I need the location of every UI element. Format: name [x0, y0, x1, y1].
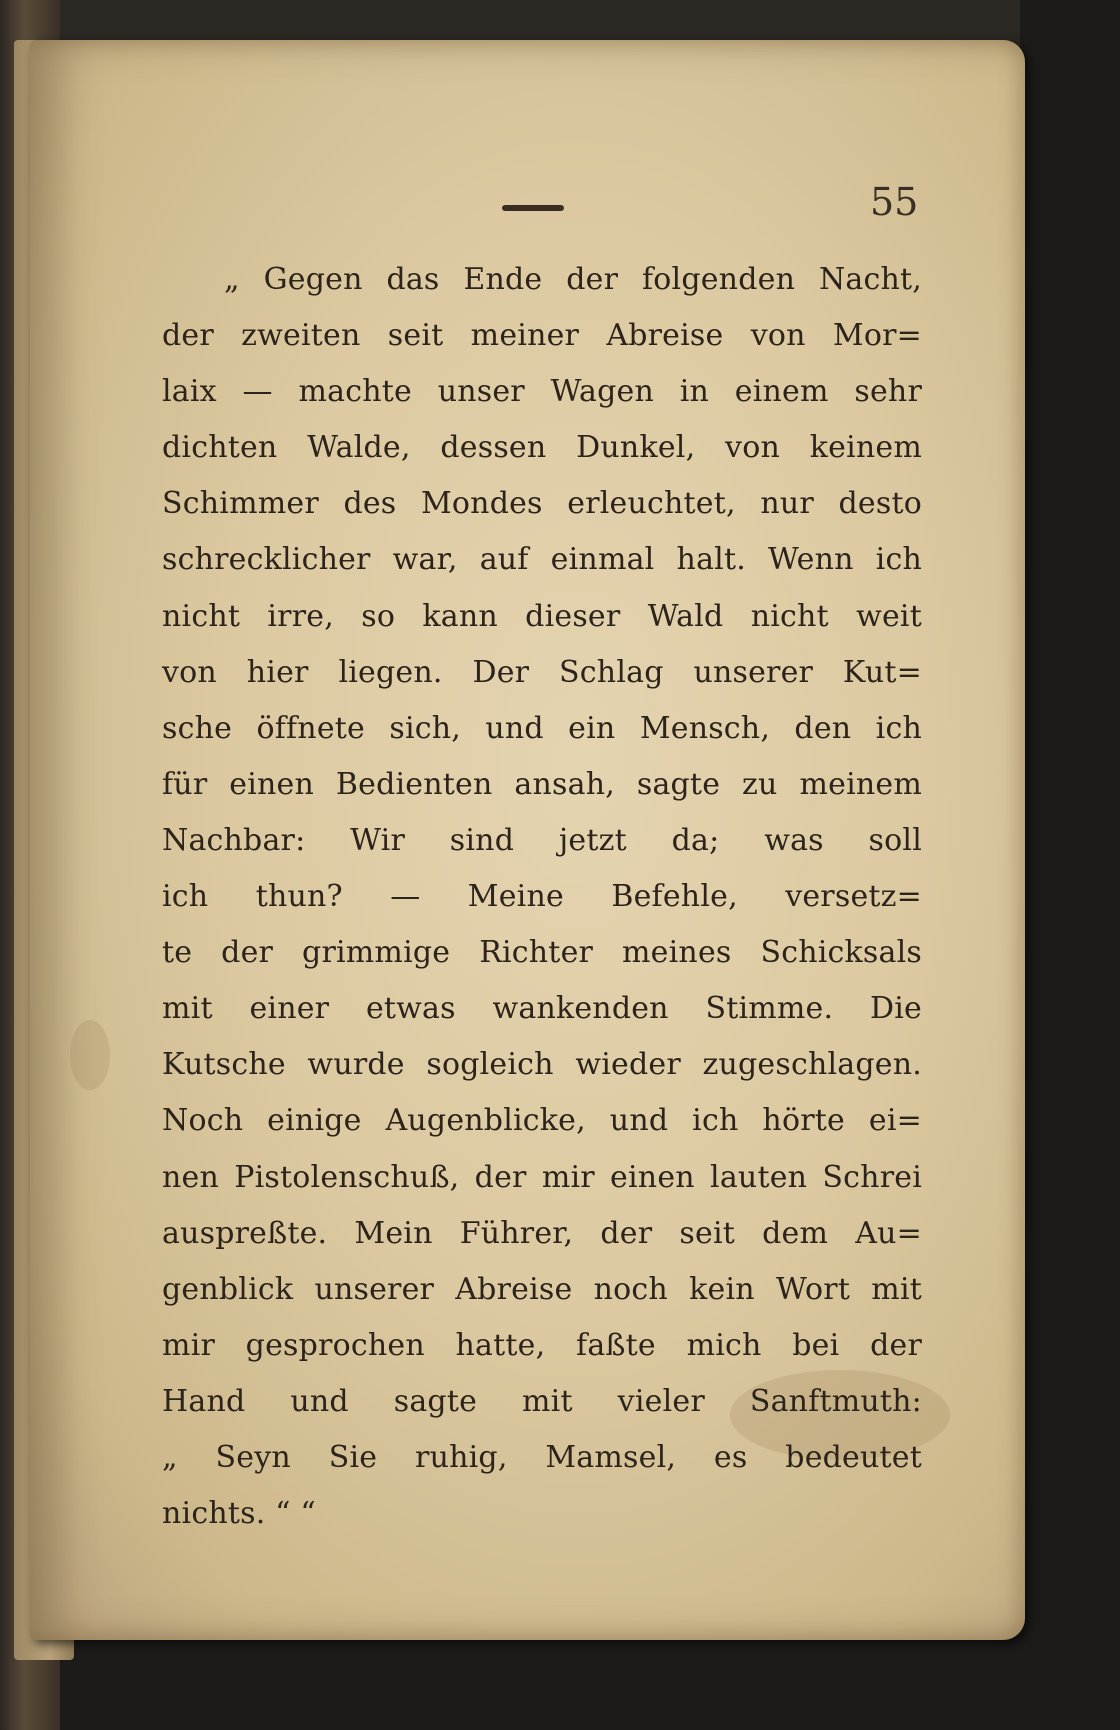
- text-line: sche öffnete sich, und ein Mensch, den ich: [162, 710, 922, 746]
- body-text: [162, 252, 922, 1542]
- text-line: Hand und sagte mit vieler Sanftmuth:: [162, 1383, 922, 1419]
- text-line: te der grimmige Richter meines Schicksals: [162, 935, 922, 971]
- text-line: nichts. “ “: [162, 1496, 316, 1532]
- page-number: 55: [870, 180, 919, 224]
- text-line: Noch einige Augenblicke, und ich hörte ei=: [162, 1103, 922, 1139]
- text-line: auspreßte. Mein Führer, der seit dem Au=: [162, 1215, 922, 1251]
- text-line: „ Seyn Sie ruhig, Mamsel, es bedeutet: [162, 1439, 922, 1475]
- text-line: Schimmer des Mondes erleuchtet, nur desto: [162, 486, 922, 522]
- text-line: nicht irre, so kann dieser Wald nicht weit: [162, 598, 922, 634]
- text-line: mir gesprochen hatte, faßte mich bei der: [162, 1327, 922, 1363]
- text-line: laix — machte unser Wagen in einem sehr: [162, 374, 922, 410]
- text-line: Nachbar: Wir sind jetzt da; was soll: [162, 822, 922, 858]
- text-line: mit einer etwas wankenden Stimme. Die: [162, 991, 922, 1027]
- text-line: schrecklicher war, auf einmal halt. Wenn ich: [162, 542, 922, 578]
- text-line: für einen Bedienten ansah, sagte zu meinem: [162, 766, 922, 802]
- text-line: ich thun? — Meine Befehle, versetz=: [162, 879, 922, 915]
- paper-stain: [70, 1020, 110, 1090]
- text-line: „ Gegen das Ende der folgenden Nacht,: [224, 262, 922, 297]
- header-rule: [502, 205, 564, 211]
- text-line: von hier liegen. Der Schlag unserer Kut=: [162, 654, 922, 690]
- text-line: genblick unserer Abreise noch kein Wort mit: [162, 1271, 922, 1307]
- text-line: nen Pistolenschuß, der mir einen lauten Schrei: [162, 1159, 922, 1195]
- text-line: Kutsche wurde sogleich wieder zugeschlagen.: [162, 1047, 922, 1083]
- text-line: dichten Walde, dessen Dunkel, von keinem: [162, 430, 922, 466]
- text-line: der zweiten seit meiner Abreise von Mor=: [162, 318, 922, 354]
